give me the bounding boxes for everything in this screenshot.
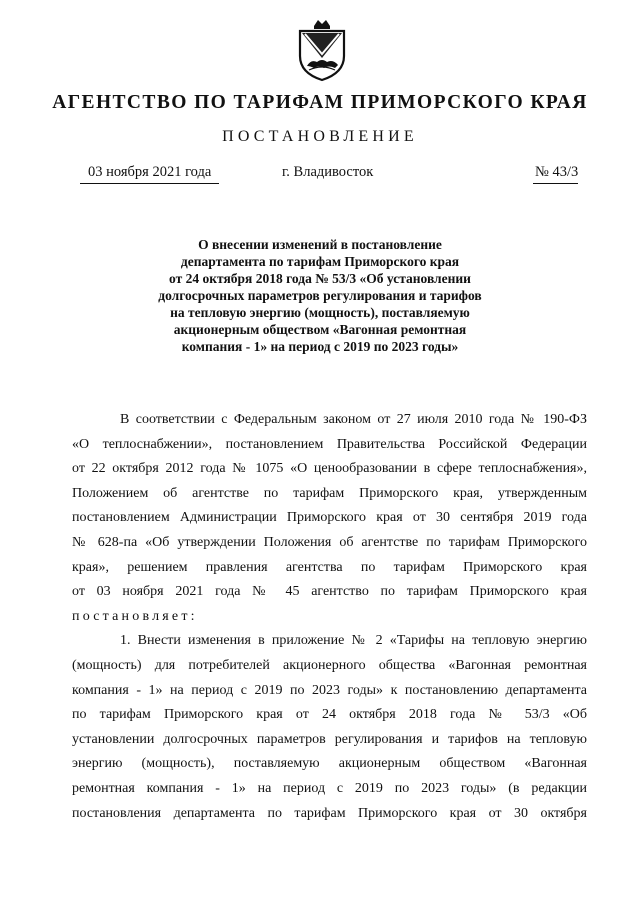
body-line: края», решением правления агентства по тарифам Приморского края [72, 559, 587, 575]
body-line: постановлением Администрации Приморского края от 30 сентября 2019 года [72, 510, 587, 526]
title-line: О внесении изменений в постановление [198, 237, 442, 252]
body-line: ремонтная компания - 1» на период с 2019 по 2023 годы» (в редакции [72, 780, 587, 796]
document-city: г. Владивосток [282, 164, 374, 180]
document-number: № 43/3 [533, 164, 578, 184]
title-line: от 24 октября 2018 года № 53/3 «Об установлении [169, 271, 471, 286]
body-line: 1. Внести изменения в приложение № 2 «Тарифы на тепловую энергию [120, 633, 587, 649]
title-line: акционерным обществом «Вагонная ремонтная [173, 322, 467, 337]
document-title [130, 236, 510, 355]
body-line: В соответствии с Федеральным законом от 27 июля 2010 года № 190-ФЗ [120, 412, 587, 427]
body-line: № 628-па «Об утверждении Положения об агентстве по тарифам Приморского [72, 534, 587, 550]
body-line: компания - 1» на период с 2019 по 2023 годы» к постановлению департамента [72, 682, 587, 698]
title-line: на тепловую энергию (мощность), поставляемую [170, 305, 470, 320]
body-line: установлении долгосрочных параметров регулирования и тарифов на тепловую [72, 731, 587, 747]
body-line: от 22 октября 2012 года № 1075 «О ценообразовании в сфере теплоснабжения», [72, 461, 587, 477]
body-line: (мощность) для потребителей акционерного общества «Вагонная ремонтная [72, 657, 587, 673]
agency-name: АГЕНТСТВО ПО ТАРИФАМ ПРИМОРСКОГО КРАЯ [52, 92, 588, 113]
body-line: «О теплоснабжении», постановлением Правительства Российской Федерации [72, 436, 587, 452]
body-line: постановления департамента по тарифам Приморского края от 30 октября [72, 805, 587, 821]
body-line: энергию (мощность), поставляемую акционерным обществом «Вагонная [72, 756, 587, 772]
coat-of-arms-emblem [295, 18, 349, 82]
title-line: департамента по тарифам Приморского края [180, 254, 460, 269]
title-line: долгосрочных параметров регулирования и тарифов [158, 288, 482, 303]
title-line: компания - 1» на период с 2019 по 2023 годы» [181, 339, 459, 354]
document-body [72, 408, 587, 826]
body-line: от 03 ноября 2021 года № 45 агентство по тарифам Приморского края [72, 584, 587, 600]
document-type: ПОСТАНОВЛЕНИЕ [222, 128, 418, 145]
body-line: по тарифам Приморского края от 24 октября 2018 года № 53/3 «Об [72, 707, 587, 723]
body-line: Положением об агентстве по тарифам Приморского края, утвержденным [72, 485, 587, 501]
document-date: 03 ноября 2021 года [80, 164, 219, 184]
body-line-decree-word: постановляет: [72, 608, 198, 624]
